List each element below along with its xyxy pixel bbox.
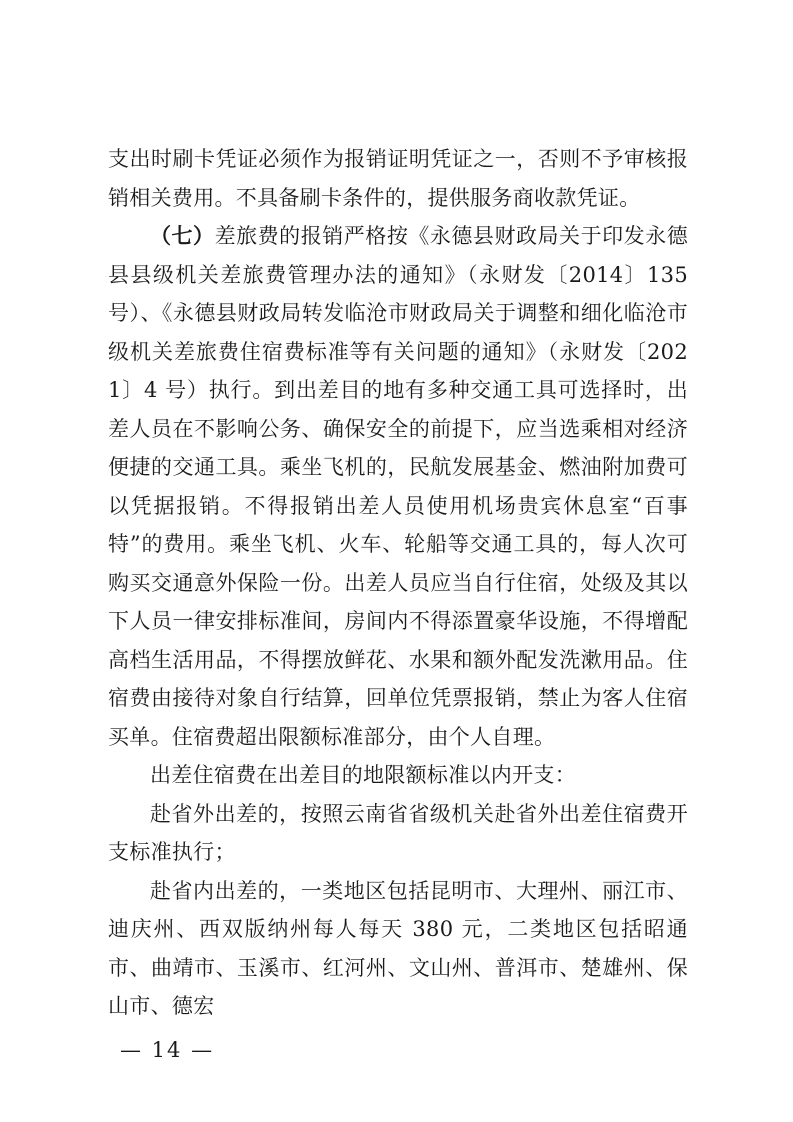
paragraph-item-7 xyxy=(108,217,688,756)
paragraph-text: 支出时刷卡凭证必须作为报销证明凭证之一，否则不予审核报销相关费用。不具备刷卡条件的，提供服务商收款凭证。 xyxy=(108,147,688,210)
paragraph-accommodation xyxy=(108,756,688,795)
paragraph-in-province xyxy=(108,872,688,1026)
paragraph-text: 出差住宿费在出差目的地限额标准以内开支： xyxy=(150,763,576,787)
paragraph-text: 差旅费的报销严格按《永德县财政局关于印发永德县县级机关差旅费管理办法的通知》（永财发〔2014〕135 号）、《永德县财政局转发临沧市财政局关于调整和细化临沧市级机关差旅费住宿费标准等有关问题的通知》（永财发〔2021〕4 号）执行。到出差目的地有多种交通工具可选择时，出差人员在不影响公务、确保安全的前提下，应当选乘相对经济便捷的交通工具。乘坐飞机的，民航发展基金、燃油附加费可以凭据报销。不得报销出差人员使用机场贵宾休息室“百事特”的费用。乘坐飞机、火车、轮船等交通工具的，每人次可购买交通意外保险一份。出差人员应当自行住宿，处级及其以下人员一律安排标准间，房间内不得添置豪华设施，不得增配高档生活用品，不得摆放鲜花、水果和额外配发洗漱用品。住宿费由接待对象自行结算，回单位凭票报销，禁止为客人住宿买单。住宿费超出限额标准部分，由个人自理。 xyxy=(108,224,688,749)
document-body xyxy=(108,140,688,1026)
section-marker: （七） xyxy=(150,223,215,248)
paragraph-continuation xyxy=(108,140,688,217)
page-number: — 14 — xyxy=(120,1038,215,1062)
paragraph-out-of-province xyxy=(108,795,688,872)
paragraph-text: 赴省内出差的，一类地区包括昆明市、大理州、丽江市、迪庆州、西双版纳州每人每天 380 元，二类地区包括昭通市、曲靖市、玉溪市、红河州、文山州、普洱市、楚雄州、保山市、德宏 xyxy=(108,878,688,1018)
paragraph-text: 赴省外出差的，按照云南省省级机关赴省外出差住宿费开支标准执行； xyxy=(108,801,688,864)
